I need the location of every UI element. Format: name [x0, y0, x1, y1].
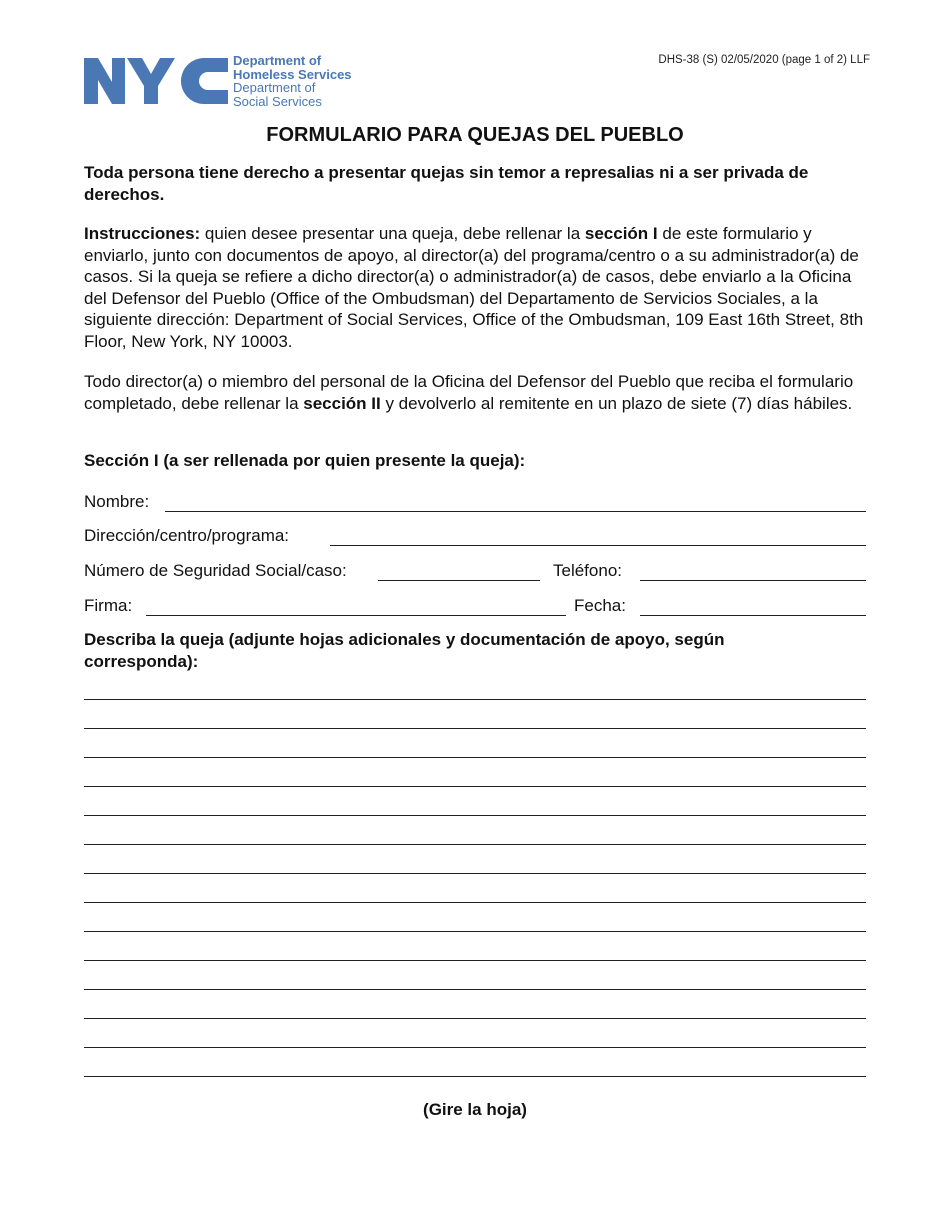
para2-text-2: y devolverlo al remitente en un plazo de siete (7) días hábiles.	[380, 393, 853, 413]
description-line[interactable]	[84, 931, 866, 932]
description-line[interactable]	[84, 1047, 866, 1048]
description-line[interactable]	[84, 815, 866, 816]
instructions-bold-1: sección I	[584, 224, 658, 243]
instructions-label: Instrucciones:	[84, 224, 201, 243]
telefono-field[interactable]	[640, 580, 866, 581]
fecha-label: Fecha:	[574, 596, 626, 615]
direccion-field[interactable]	[330, 545, 866, 546]
telefono-label: Teléfono:	[553, 561, 622, 580]
dept-line-1: Department of	[233, 53, 322, 68]
page-title: FORMULARIO PARA QUEJAS DEL PUEBLO	[266, 124, 684, 146]
description-line[interactable]	[84, 728, 866, 729]
dept-line-4: Social Services	[233, 93, 322, 109]
description-line[interactable]	[84, 960, 866, 961]
dept-line-3: Department of	[233, 80, 316, 95]
ssn-field[interactable]	[378, 580, 540, 581]
dept-line-2: Homeless Services	[233, 66, 352, 82]
turn-page-note: (Gire la hoja)	[423, 1100, 527, 1119]
description-line[interactable]	[84, 1018, 866, 1019]
instructions-text-2: de este formulario y enviarlo, junto con documentos de apoyo, al director(a) del programa/centro o a su administrador(a) de casos. Si la queja se refiere a dicho director(a) o administrador(a) de casos, debe enviarlo a la Oficina del Defensor del Pueblo (Office of the Ombudsman) del Departamento de Servicios Sociales, a la siguiente dirección: Department of Social Services, Office of the Ombudsman, 109 East 16th Street, 8th Floor, New York, NY 10003.	[84, 224, 864, 351]
description-line[interactable]	[84, 873, 866, 874]
description-line[interactable]	[84, 699, 866, 700]
ssn-label: Número de Seguridad Social/caso:	[84, 561, 347, 580]
description-line[interactable]	[84, 786, 866, 787]
nombre-field[interactable]	[165, 511, 866, 512]
nyc-logo-mark	[82, 54, 232, 108]
section-1-title: Sección I (a ser rellenada por quien presente la queja):	[84, 451, 526, 470]
instructions-paragraph	[84, 223, 874, 352]
dept-name	[233, 54, 352, 108]
describe-label: Describa la queja (adjunte hojas adicionales y documentación de apoyo, según corresponda):	[84, 630, 725, 671]
para2-bold-1: sección II	[303, 393, 381, 413]
section2-paragraph	[84, 371, 874, 414]
description-line[interactable]	[84, 989, 866, 990]
nombre-label: Nombre:	[84, 492, 150, 511]
description-line[interactable]	[84, 844, 866, 845]
intro-statement: Toda persona tiene derecho a presentar quejas sin temor a represalias ni a ser privada de derechos.	[84, 163, 809, 204]
fecha-field[interactable]	[640, 615, 866, 616]
firma-label: Firma:	[84, 596, 133, 615]
form-id: DHS-38 (S) 02/05/2020 (page 1 of 2) LLF	[658, 54, 870, 66]
description-line[interactable]	[84, 902, 866, 903]
direccion-label: Dirección/centro/programa:	[84, 526, 290, 545]
description-line[interactable]	[84, 1076, 866, 1077]
instructions-text-1: quien desee presentar una queja, debe rellenar la	[200, 224, 585, 243]
para2-text-1: Todo director(a) o miembro del personal de la Oficina del Defensor del Pueblo que reciba el formulario completado, debe rellenar la	[84, 372, 854, 413]
description-line[interactable]	[84, 757, 866, 758]
firma-field[interactable]	[146, 615, 566, 616]
